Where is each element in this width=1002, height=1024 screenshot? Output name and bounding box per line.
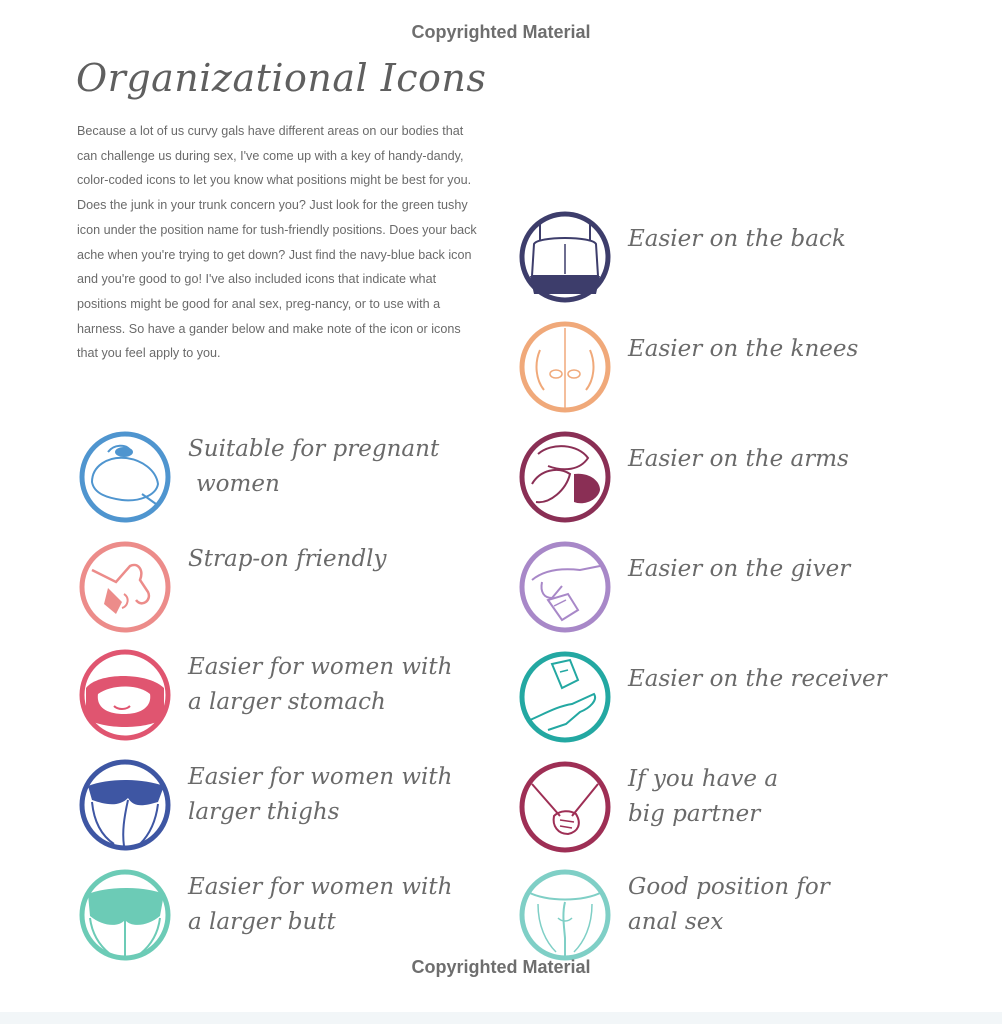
icon-item-pregnant	[78, 430, 478, 526]
icon-item-strap-on	[78, 540, 478, 636]
icon-item-big-partner	[518, 760, 918, 856]
icon-label-receiver: Easier on the receiver	[628, 666, 887, 692]
giver-hand-icon	[518, 540, 612, 634]
icon-label-knees: Easier on the knees	[628, 336, 859, 362]
icon-item-back	[518, 210, 918, 306]
receiver-hand-icon	[518, 650, 612, 744]
header-copyright: Copyrighted Material	[411, 22, 591, 42]
icon-label-thighs: Easier for women with larger thighs	[188, 764, 453, 825]
icon-label-anal: Good position for anal sex	[628, 874, 830, 935]
stomach-icon	[78, 648, 172, 742]
butt-icon	[78, 868, 172, 962]
icon-label-butt: Easier for women with a larger butt	[188, 874, 453, 935]
icon-label-arms: Easier on the arms	[628, 446, 849, 472]
icon-label-giver: Easier on the giver	[628, 556, 851, 582]
icon-item-receiver	[518, 650, 918, 746]
pregnant-belly-icon	[78, 430, 172, 524]
holding-hands-icon	[518, 760, 612, 854]
icon-item-butt	[78, 868, 478, 964]
icon-label-stomach: Easier for women with a larger stomach	[188, 654, 453, 715]
arms-icon	[518, 430, 612, 524]
thighs-icon	[78, 758, 172, 852]
intro-paragraph: Because a lot of us curvy gals have different areas on our bodies that can challenge us during sex, I've come up with a key of handy-dandy, color-coded icons to let you know what positions might be best for you. Does the junk in your trunk concern you? Just look for the green tushy icon under the position name for tush-friendly positions. Does your back ache when you're trying to get down? Just find the navy-blue back icon and you're good to go! I've also included icons that indicate what positions might be good for anal sex, preg-nancy, or to use with a harness. So have a gander below and make note of the icon or icons that you feel apply to you.	[77, 124, 477, 361]
icon-label-big-partner: If you have a big partner	[628, 766, 779, 827]
page-title: Organizational Icons	[76, 56, 487, 100]
icon-label-strap-on: Strap-on friendly	[188, 546, 387, 572]
icon-item-stomach	[78, 648, 478, 744]
strap-on-icon	[78, 540, 172, 634]
page-bottom-band	[0, 1012, 1002, 1024]
icon-label-back: Easier on the back	[628, 226, 846, 252]
back-icon	[518, 210, 612, 304]
anal-icon	[518, 868, 612, 962]
icon-item-knees	[518, 320, 918, 416]
footer-copyright: Copyrighted Material	[411, 957, 591, 977]
icon-item-arms	[518, 430, 918, 526]
knees-icon	[518, 320, 612, 414]
icon-item-giver	[518, 540, 918, 636]
icon-item-anal	[518, 868, 918, 964]
icon-item-thighs	[78, 758, 478, 854]
icon-label-pregnant: Suitable for pregnant women	[188, 436, 440, 497]
